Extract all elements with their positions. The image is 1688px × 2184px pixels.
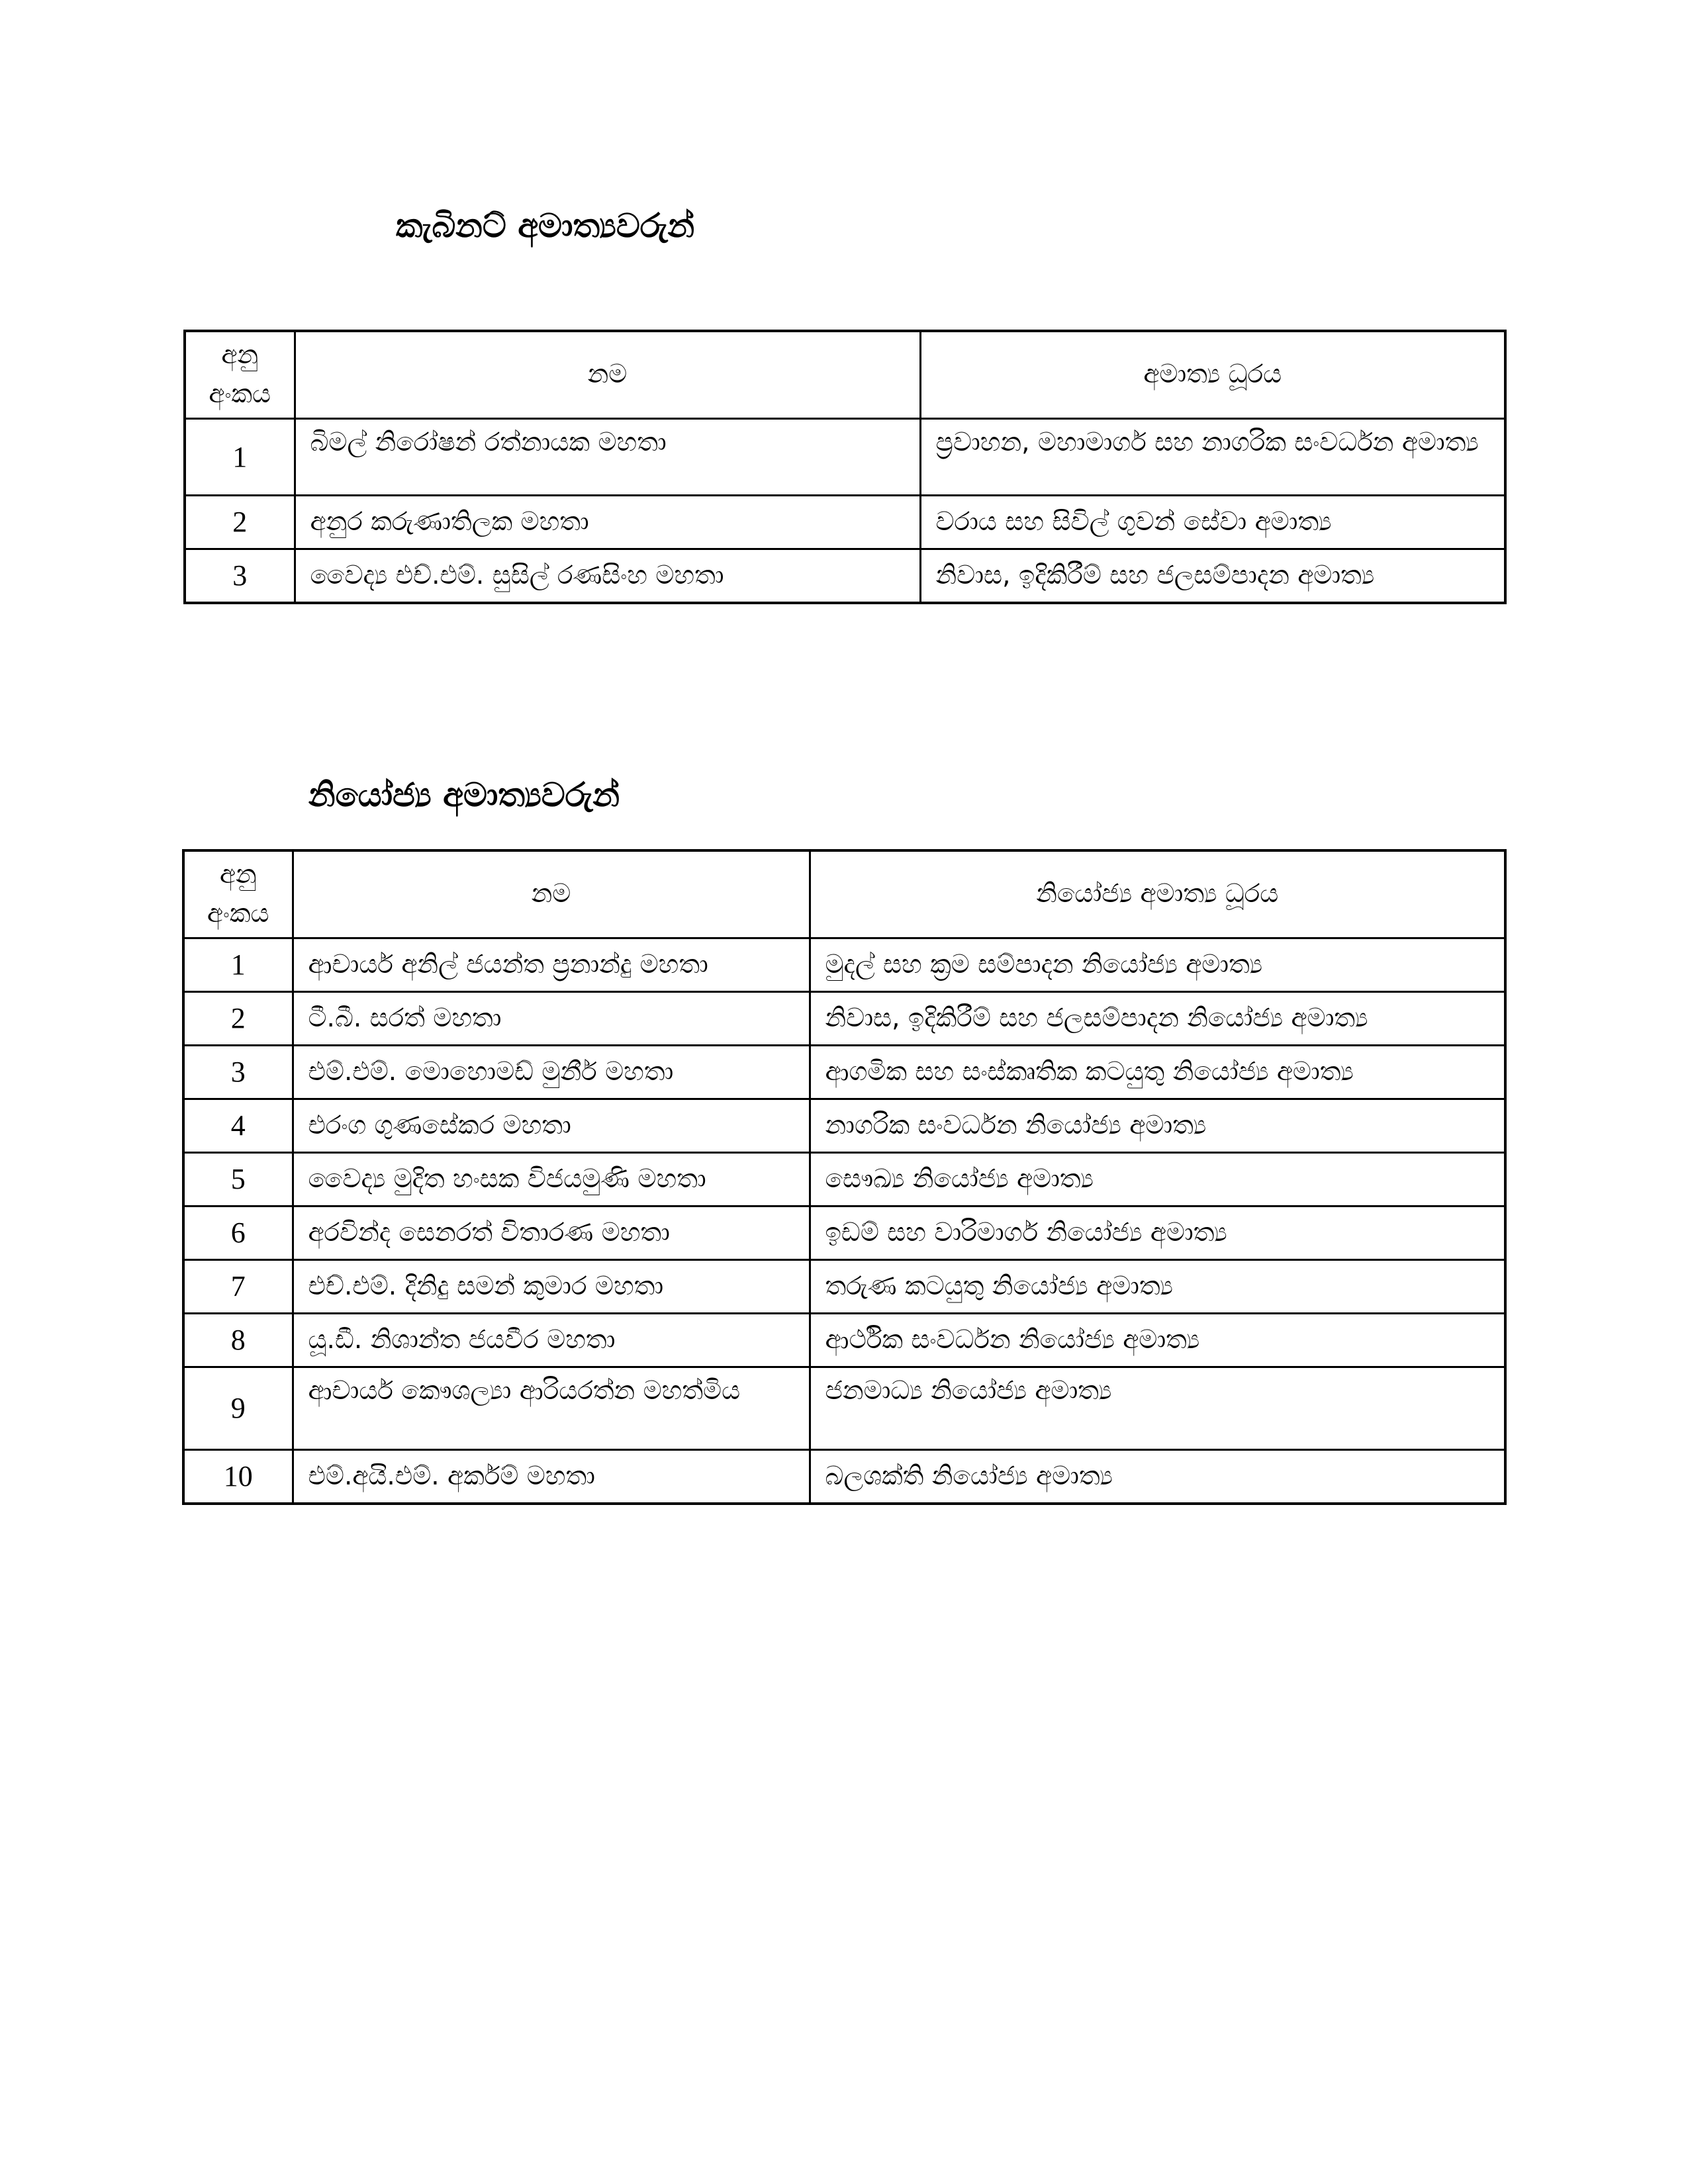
serial-number: 7 xyxy=(183,1260,293,1314)
column-header-ministry-post: අමාත්‍ය ධූරය xyxy=(920,331,1505,419)
serial-number: 1 xyxy=(185,419,295,496)
deputy-minister-name: එම්.එම්. මොහොමඩ් මුනීර් මහතා xyxy=(293,1046,810,1099)
column-header-serial-number: අනු අංකය xyxy=(185,331,295,419)
deputy-ministry-post: මුදල් සහ ක්‍රම සම්පාදන නියෝජ්‍ය අමාත්‍ය xyxy=(810,938,1505,992)
minister-name: බිමල් නිරෝෂන් රත්නායක මහතා xyxy=(295,419,920,496)
deputy-ministry-post: නිවාස, ඉදිකිරීම් සහ ජලසම්පාදන නියෝජ්‍ය අමාත්‍ය xyxy=(810,992,1505,1046)
deputy-ministry-post: නාගරික සංවර්ධන නියෝජ්‍ය අමාත්‍ය xyxy=(810,1099,1505,1153)
deputy-ministry-post: ආගමික සහ සංස්කෘතික කටයුතු නියෝජ්‍ය අමාත්‍ය xyxy=(810,1046,1505,1099)
deputy-minister-name: යූ.ඩී. නිශාන්ත ජයවීර මහතා xyxy=(293,1314,810,1367)
column-header-name: නම xyxy=(293,850,810,938)
serial-number: 1 xyxy=(183,938,293,992)
table-row xyxy=(183,1367,1505,1450)
deputy-ministry-post: බලශක්ති නියෝජ්‍ය අමාත්‍ය xyxy=(810,1450,1505,1504)
table-row xyxy=(183,1153,1505,1206)
deputy-minister-name: එම්.අයි.එම්. අර්කම් මහතා xyxy=(293,1450,810,1504)
ministry-post: නිවාස, ඉදිකිරීම් සහ ජලසම්පාදන අමාත්‍ය xyxy=(920,549,1505,604)
deputy-ministry-post: තරුණ කටයුතු නියෝජ්‍ය අමාත්‍ය xyxy=(810,1260,1505,1314)
table-header-row xyxy=(185,331,1505,419)
table-row xyxy=(183,938,1505,992)
table-row xyxy=(185,419,1505,496)
serial-number: 2 xyxy=(185,496,295,549)
table-row xyxy=(183,992,1505,1046)
column-header-name: නම xyxy=(295,331,920,419)
table-row xyxy=(183,1450,1505,1504)
deputy-minister-name: වෛද්‍ය මුදිත හංසක විජයමුණි මහතා xyxy=(293,1153,810,1206)
minister-name: අනුර කරුණාතිලක මහතා xyxy=(295,496,920,549)
serial-number: 10 xyxy=(183,1450,293,1504)
deputy-minister-name: අරවින්ද සෙනරත් විතාරණ මහතා xyxy=(293,1206,810,1260)
deputy-minister-name: එරංග ගුණසේකර මහතා xyxy=(293,1099,810,1153)
column-header-serial-number: අනු අංකය xyxy=(183,850,293,938)
table-row xyxy=(183,1314,1505,1367)
table-row xyxy=(185,496,1505,549)
deputy-ministry-post: සෞඛ්‍ය නියෝජ්‍ය අමාත්‍ය xyxy=(810,1153,1505,1206)
deputy-minister-name: ටී.බී. සරත් මහතා xyxy=(293,992,810,1046)
table-row xyxy=(183,1206,1505,1260)
serial-number: 5 xyxy=(183,1153,293,1206)
deputy-minister-name: එච්.එම්. දිනිදු සමන් කුමාර මහතා xyxy=(293,1260,810,1314)
table-row xyxy=(183,1099,1505,1153)
serial-number: 2 xyxy=(183,992,293,1046)
deputy-ministry-post: ජනමාධ්‍ය නියෝජ්‍ය අමාත්‍ය xyxy=(810,1367,1505,1450)
deputy-ministry-post: ඉඩම් සහ වාරිමාර්ග නියෝජ්‍ය අමාත්‍ය xyxy=(810,1206,1505,1260)
serial-number: 3 xyxy=(183,1046,293,1099)
table-header-row xyxy=(183,850,1505,938)
deputy-minister-name: ආචාර්ය කෞශල්‍යා ආරියරත්න මහත්මිය xyxy=(293,1367,810,1450)
deputy-minister-name: ආචාර්ය අනිල් ජයන්ත ප්‍රනාන්දු මහතා xyxy=(293,938,810,992)
serial-number: 8 xyxy=(183,1314,293,1367)
section-title-deputy-ministers: නියෝජ්‍ය අමාත්‍යවරුන් xyxy=(308,776,620,814)
table-row xyxy=(183,1046,1505,1099)
table-row xyxy=(185,549,1505,604)
serial-number: 6 xyxy=(183,1206,293,1260)
minister-name: වෛද්‍ය එච්.එම්. සුසිල් රණසිංහ මහතා xyxy=(295,549,920,604)
serial-number: 3 xyxy=(185,549,295,604)
table-row xyxy=(183,1260,1505,1314)
serial-number: 4 xyxy=(183,1099,293,1153)
serial-number: 9 xyxy=(183,1367,293,1450)
ministry-post: ප්‍රවාහන, මහාමාර්ග සහ නාගරික සංවර්ධන අමාත්‍ය xyxy=(920,419,1505,496)
cabinet-ministers-table xyxy=(183,330,1507,604)
deputy-ministers-table xyxy=(182,849,1507,1505)
column-header-deputy-ministry-post: නියෝජ්‍ය අමාත්‍ය ධූරය xyxy=(810,850,1505,938)
ministry-post: වරාය සහ සිවිල් ගුවන් සේවා අමාත්‍ය xyxy=(920,496,1505,549)
section-title-cabinet-ministers: කැබිනට් අමාත්‍යවරුන් xyxy=(396,206,695,245)
deputy-ministry-post: ආර්ථික සංවර්ධන නියෝජ්‍ය අමාත්‍ය xyxy=(810,1314,1505,1367)
